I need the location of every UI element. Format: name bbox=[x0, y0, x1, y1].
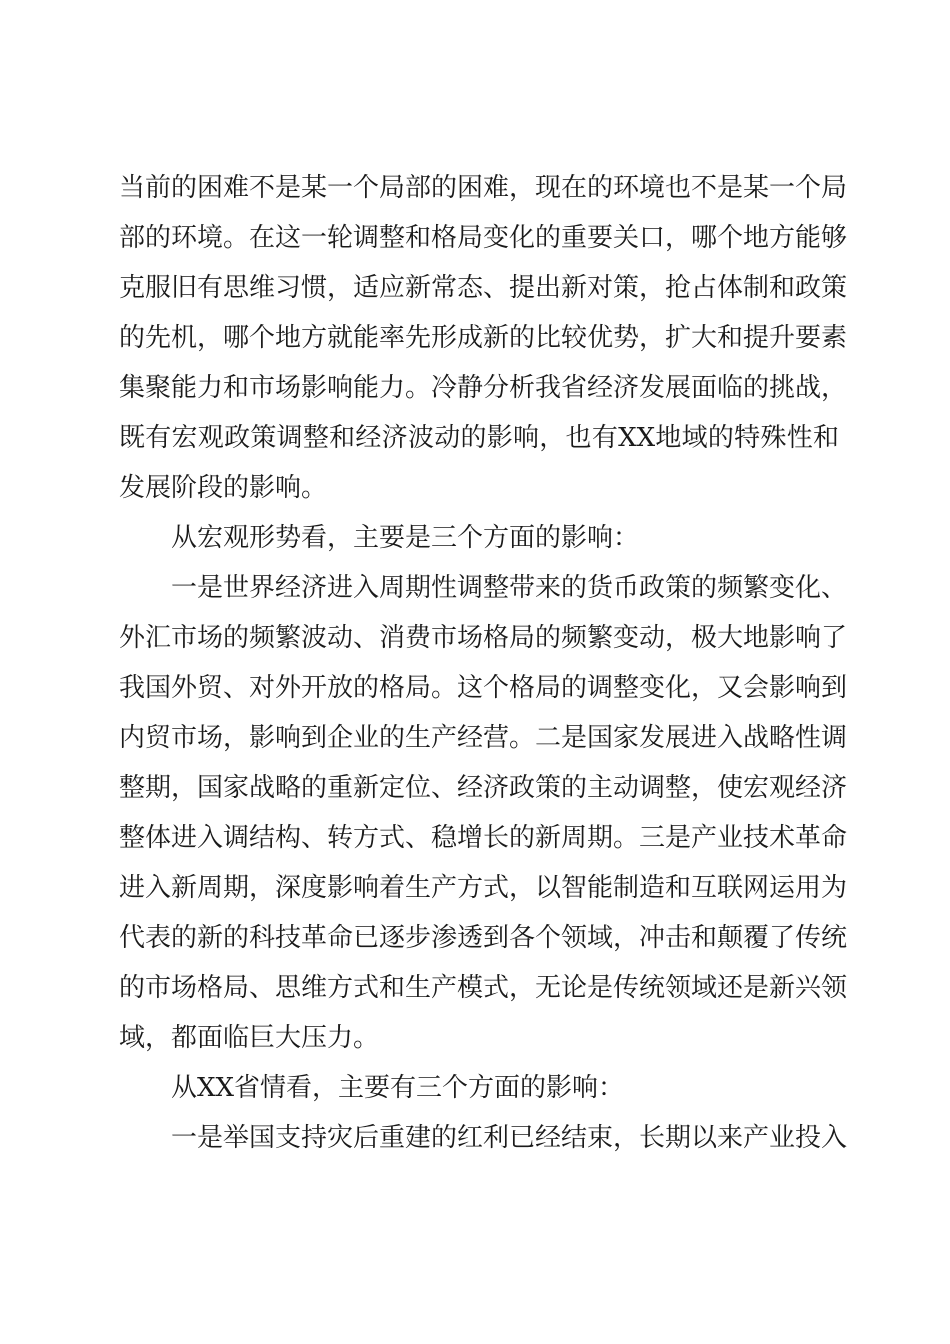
text-line: 既有宏观政策调整和经济波动的影响，也有XX地域的特殊性和 bbox=[119, 423, 839, 453]
text-line: 进入新周期，深度影响着生产方式，以智能制造和互联网运用为 bbox=[119, 873, 848, 903]
section-intro-line: 从XX省情看，主要有三个方面的影响： bbox=[171, 1073, 625, 1103]
text-line: 克服旧有思维习惯，适应新常态、提出新对策，抢占体制和政策 bbox=[119, 273, 848, 303]
text-line: 代表的新的科技革命已逐步渗透到各个领域，冲击和颠覆了传统 bbox=[119, 923, 848, 953]
text-line: 部的环境。在这一轮调整和格局变化的重要关口，哪个地方能够 bbox=[119, 223, 848, 253]
text-line: 的市场格局、思维方式和生产模式，无论是传统领域还是新兴领 bbox=[119, 973, 848, 1003]
text-line: 集聚能力和市场影响能力。冷静分析我省经济发展面临的挑战， bbox=[119, 373, 848, 403]
text-line: 一是举国支持灾后重建的红利已经结束，长期以来产业投入 bbox=[171, 1123, 848, 1153]
text-line: 域，都面临巨大压力。 bbox=[119, 1023, 380, 1053]
text-line: 外汇市场的频繁波动、消费市场格局的频繁变动，极大地影响了 bbox=[119, 623, 848, 653]
text-line: 我国外贸、对外开放的格局。这个格局的调整变化，又会影响到 bbox=[119, 673, 848, 703]
text-line: 发展阶段的影响。 bbox=[119, 473, 328, 503]
section-intro-line: 从宏观形势看，主要是三个方面的影响： bbox=[171, 523, 640, 553]
text-line: 内贸市场，影响到企业的生产经营。二是国家发展进入战略性调 bbox=[119, 723, 848, 753]
text-line: 一是世界经济进入周期性调整带来的货币政策的频繁变化、 bbox=[171, 573, 848, 603]
text-line: 的先机，哪个地方就能率先形成新的比较优势，扩大和提升要素 bbox=[119, 323, 848, 353]
text-line: 当前的困难不是某一个局部的困难，现在的环境也不是某一个局 bbox=[119, 173, 848, 203]
text-line: 整期，国家战略的重新定位、经济政策的主动调整，使宏观经济 bbox=[119, 773, 848, 803]
text-line: 整体进入调结构、转方式、稳增长的新周期。三是产业技术革命 bbox=[119, 823, 848, 853]
